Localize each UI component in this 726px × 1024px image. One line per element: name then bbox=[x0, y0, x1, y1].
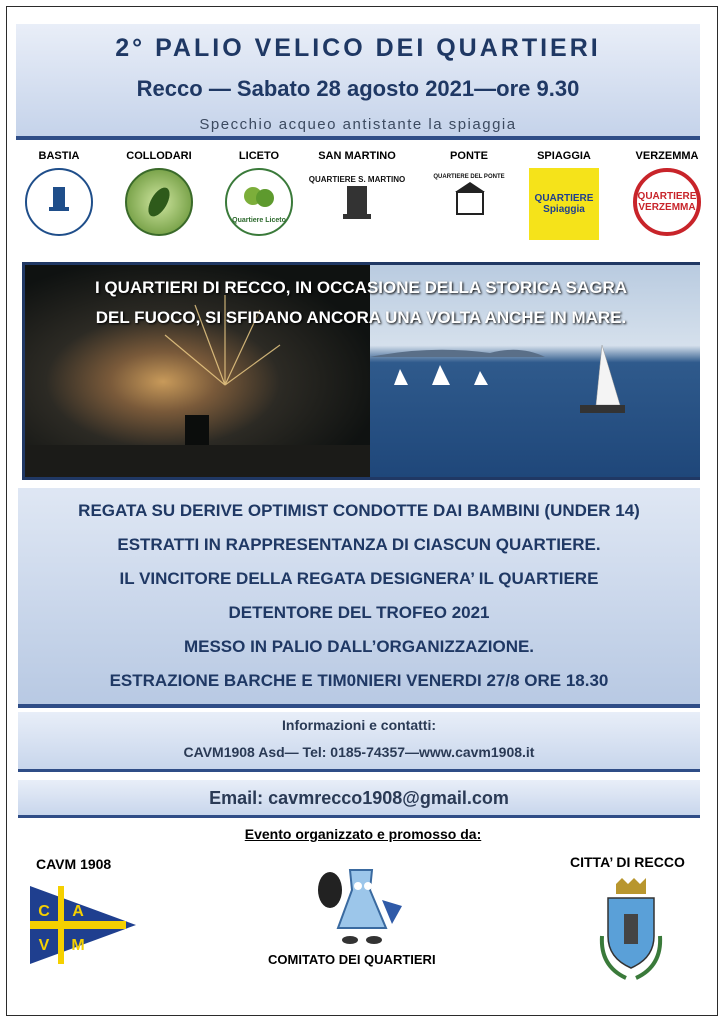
regata-description bbox=[18, 488, 700, 708]
mascot-icon bbox=[310, 850, 410, 950]
verzemma-logo-icon bbox=[633, 168, 701, 236]
banner-photo bbox=[22, 262, 700, 480]
olive-icon bbox=[229, 172, 289, 232]
quartiere-bastia bbox=[14, 150, 104, 236]
quartiere-liceto bbox=[214, 150, 304, 236]
quartiere-verzemma bbox=[622, 150, 712, 236]
comitato-label: COMITATO DEI QUARTIERI bbox=[268, 952, 436, 967]
quartiere-name: COLLODARI bbox=[126, 150, 192, 162]
citta-label: CITTA’ DI RECCO bbox=[570, 854, 685, 870]
flag-letter: V bbox=[38, 937, 50, 954]
quartiere-name: SPIAGGIA bbox=[537, 150, 591, 162]
bridge-house-icon bbox=[429, 168, 509, 238]
quartiere-collodari bbox=[114, 150, 204, 236]
header-band bbox=[16, 24, 700, 140]
san-martino-logo-icon bbox=[308, 168, 406, 238]
liceto-logo-icon bbox=[225, 168, 293, 236]
comitato-mascot-icon bbox=[310, 850, 410, 955]
info-title: Informazioni e contatti: bbox=[282, 717, 436, 733]
quartiere-san-martino bbox=[308, 150, 406, 238]
ponte-logo-icon bbox=[429, 168, 509, 238]
regata-line: DETENTORE DEL TROFEO 2021 bbox=[228, 603, 490, 622]
quartiere-name: BASTIA bbox=[38, 150, 80, 162]
spiaggia-logo-text: QUARTIERE Spiaggia bbox=[534, 193, 594, 215]
regata-line: IL VINCITORE DELLA REGATA DESIGNERA’ IL QUARTIERE bbox=[119, 569, 599, 588]
event-title: 2° PALIO VELICO DEI QUARTIERI bbox=[115, 34, 601, 62]
regata-line: ESTRAZIONE BARCHE E TIM0NIERI VENERDI 27/8 ORE 18.30 bbox=[109, 671, 609, 690]
crest-icon bbox=[596, 876, 666, 986]
flag-letter: M bbox=[71, 937, 85, 954]
organized-by-heading: Evento organizzato e promosso da: bbox=[244, 826, 482, 842]
tower-icon bbox=[34, 177, 84, 227]
collodari-logo-icon bbox=[125, 168, 193, 236]
regata-line: ESTRATTI IN RAPPRESENTANZA DI CIASCUN QUARTIERE. bbox=[117, 535, 601, 554]
spiaggia-logo-icon bbox=[529, 168, 599, 240]
recco-coat-of-arms-icon bbox=[596, 876, 666, 991]
banner-line-1: I QUARTIERI DI RECCO, IN OCCASIONE DELLA STORICA SAGRA bbox=[94, 278, 628, 297]
verzemma-logo-text: QUARTIERE VERZEMMA bbox=[637, 191, 697, 213]
san-martino-logo-text: QUARTIERE S. MARTINO bbox=[308, 175, 406, 184]
info-band bbox=[18, 712, 700, 772]
pennant-icon bbox=[30, 886, 140, 964]
quartiere-name: VERZEMMA bbox=[635, 150, 699, 162]
cavm-flag-icon bbox=[30, 886, 140, 969]
banner-caption bbox=[25, 273, 697, 333]
email-band: Email: cavmrecco1908@gmail.com bbox=[18, 780, 700, 818]
flag-letter: C bbox=[38, 903, 50, 920]
liceto-logo-text: Quartiere Liceto bbox=[232, 217, 286, 224]
banner-line-2: DEL FUOCO, SI SFIDANO ANCORA UNA VOLTA ANCHE IN MARE. bbox=[95, 308, 627, 327]
info-contacts: CAVM1908 Asd— Tel: 0185-74357—www.cavm1908.it bbox=[183, 744, 535, 760]
regata-line: MESSO IN PALIO DALL’ORGANIZZAZIONE. bbox=[183, 637, 535, 656]
cavm-label: CAVM 1908 bbox=[36, 856, 112, 872]
regata-line: REGATA SU DERIVE OPTIMIST CONDOTTE DAI BAMBINI (UNDER 14) bbox=[78, 501, 640, 520]
quartiere-name: SAN MARTINO bbox=[318, 150, 396, 162]
regata-lines bbox=[18, 494, 700, 698]
event-date-time: Recco — Sabato 28 agosto 2021—ore 9.30 bbox=[136, 76, 580, 101]
quartiere-name: LICETO bbox=[238, 150, 280, 162]
leaf-icon bbox=[134, 177, 184, 227]
flag-letter: A bbox=[72, 903, 84, 920]
quartieri-row bbox=[14, 150, 708, 250]
event-location: Specchio acqueo antistante la spiaggia bbox=[199, 116, 517, 133]
bastia-logo-icon bbox=[25, 168, 93, 236]
tower-icon bbox=[308, 168, 406, 238]
quartiere-spiaggia bbox=[519, 150, 609, 240]
quartiere-name: PONTE bbox=[450, 150, 488, 162]
ponte-logo-text: QUARTIERE DEL PONTE bbox=[433, 174, 505, 180]
quartiere-ponte bbox=[424, 150, 514, 238]
